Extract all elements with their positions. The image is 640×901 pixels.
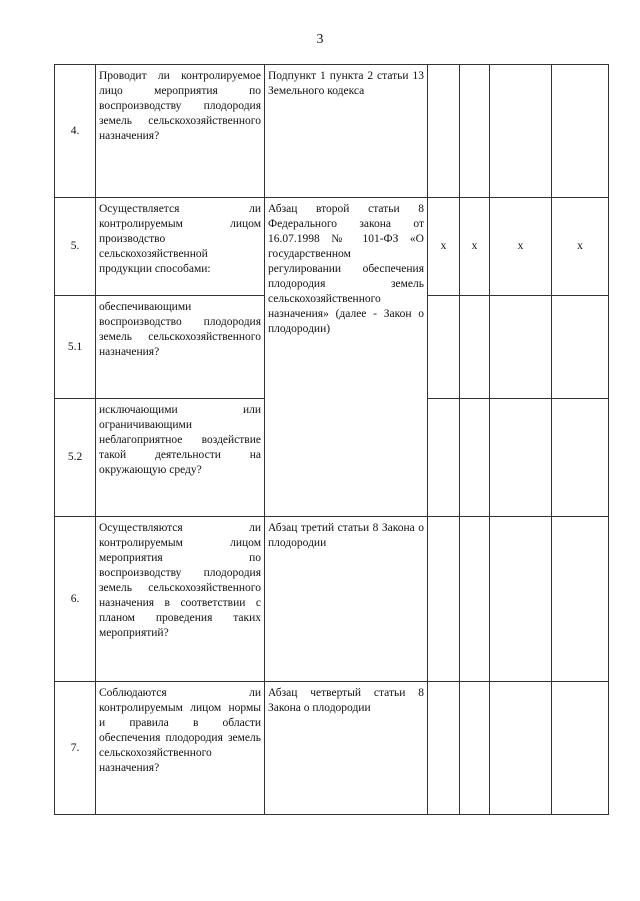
checklist-table: [54, 64, 609, 815]
table-row: [55, 682, 609, 815]
table-row: [55, 198, 609, 296]
note-cell: х: [552, 198, 609, 296]
answer-no-cell: [460, 517, 490, 682]
answer-no-cell: [460, 399, 490, 517]
answer-no-cell: [460, 65, 490, 198]
row-number: 5.1: [55, 296, 96, 399]
answer-yes-cell: х: [428, 198, 460, 296]
row-number: 7.: [55, 682, 96, 815]
answer-no-cell: [460, 296, 490, 399]
answer-not-applicable-cell: [490, 399, 552, 517]
table-row: [55, 65, 609, 198]
answer-not-applicable-cell: [490, 682, 552, 815]
answer-no-cell: [460, 682, 490, 815]
answer-no-cell: х: [460, 198, 490, 296]
answer-yes-cell: [428, 399, 460, 517]
question-cell: Проводит ли контролируемое лицо мероприятия по воспроизводству плодородия земель сельскохозяйственного назначения?: [96, 65, 265, 198]
answer-not-applicable-cell: [490, 296, 552, 399]
legal-basis-cell: Абзац третий статьи 8 Закона о плодородии: [265, 517, 428, 682]
legal-basis-cell: Подпункт 1 пункта 2 статьи 13 Земельного кодекса: [265, 65, 428, 198]
answer-yes-cell: [428, 682, 460, 815]
answer-not-applicable-cell: [490, 517, 552, 682]
answer-yes-cell: [428, 517, 460, 682]
note-cell: [552, 399, 609, 517]
question-cell: Осуществляются ли контролируемым лицом мероприятия по воспроизводству плодородия земель сельскохозяйственного назначения в соответствии с планом проведения таких мероприятий?: [96, 517, 265, 682]
answer-not-applicable-cell: х: [490, 198, 552, 296]
note-cell: [552, 682, 609, 815]
answer-yes-cell: [428, 65, 460, 198]
page-number: 3: [316, 32, 324, 47]
row-number: 5.2: [55, 399, 96, 517]
row-number: 6.: [55, 517, 96, 682]
legal-basis-cell: Абзац четвертый статьи 8 Закона о плодородии: [265, 682, 428, 815]
table-row: [55, 517, 609, 682]
note-cell: [552, 296, 609, 399]
question-cell: Осуществляется ли контролируемым лицом производство сельскохозяйственной продукции способами:: [96, 198, 265, 296]
row-number: 4.: [55, 65, 96, 198]
question-cell: обеспечивающими воспроизводство плодородия земель сельскохозяйственного назначения?: [96, 296, 265, 399]
answer-yes-cell: [428, 296, 460, 399]
question-cell: исключающими или ограничивающими неблагоприятное воздействие такой деятельности на окружающую среду?: [96, 399, 265, 517]
answer-not-applicable-cell: [490, 65, 552, 198]
question-cell: Соблюдаются ли контролируемым лицом нормы и правила в области обеспечения плодородия земель сельскохозяйственного назначения?: [96, 682, 265, 815]
legal-basis-cell: Абзац второй статьи 8 Федерального закона от 16.07.1998 № 101-ФЗ «О государственном регулировании обеспечения плодородия земель сельскохозяйственного назначения» (далее - Закон о плодородии): [265, 198, 428, 517]
note-cell: [552, 65, 609, 198]
note-cell: [552, 517, 609, 682]
row-number: 5.: [55, 198, 96, 296]
